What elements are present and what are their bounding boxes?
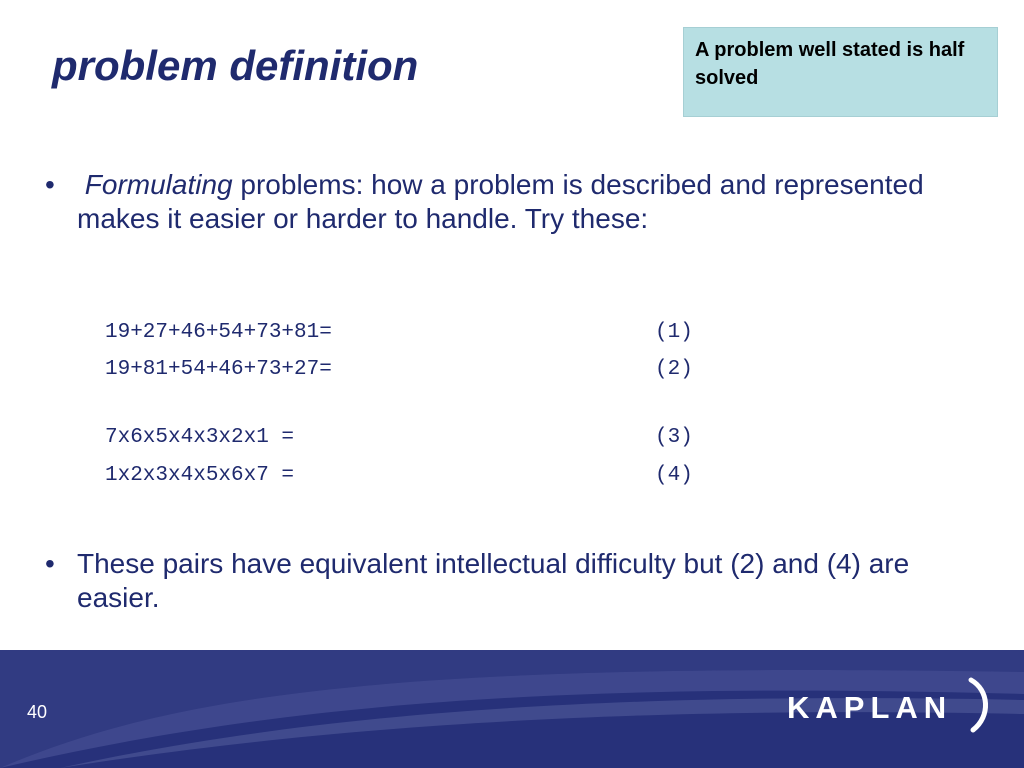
bullet-text: These pairs have equivalent intellectual difficulty but (2) and (4) are easier. [77, 548, 910, 613]
footer-band [0, 650, 1024, 768]
expression: 1x2x3x4x5x6x7 = [105, 464, 295, 487]
expression: 7x6x5x4x3x2x1 = [105, 426, 295, 449]
bullet-emphasis: Formulating [84, 169, 233, 200]
callout-box: A problem well stated is half solved [683, 27, 998, 117]
expression-label: (4) [655, 464, 693, 487]
logo-text: KAPLAN [787, 690, 953, 725]
bullet-marker: • [45, 169, 55, 200]
kaplan-logo [783, 676, 993, 736]
page-number: 40 [27, 702, 48, 722]
expression-row [105, 320, 725, 346]
expression-row [105, 357, 725, 383]
expression-label: (3) [655, 426, 693, 449]
expression-label: (2) [655, 358, 693, 381]
expression-label: (1) [655, 321, 693, 344]
expression-row [105, 425, 725, 451]
expression: 19+27+46+54+73+81= [105, 321, 332, 344]
bullet-text [77, 168, 937, 236]
bullet-body: problems: how a problem is described and represented makes it easier or harder to handle. Try these: [77, 169, 924, 234]
slide-title: problem definition [52, 42, 419, 89]
bullet-marker: • [45, 548, 55, 579]
expression: 19+81+54+46+73+27= [105, 358, 332, 381]
expression-row [105, 463, 725, 489]
